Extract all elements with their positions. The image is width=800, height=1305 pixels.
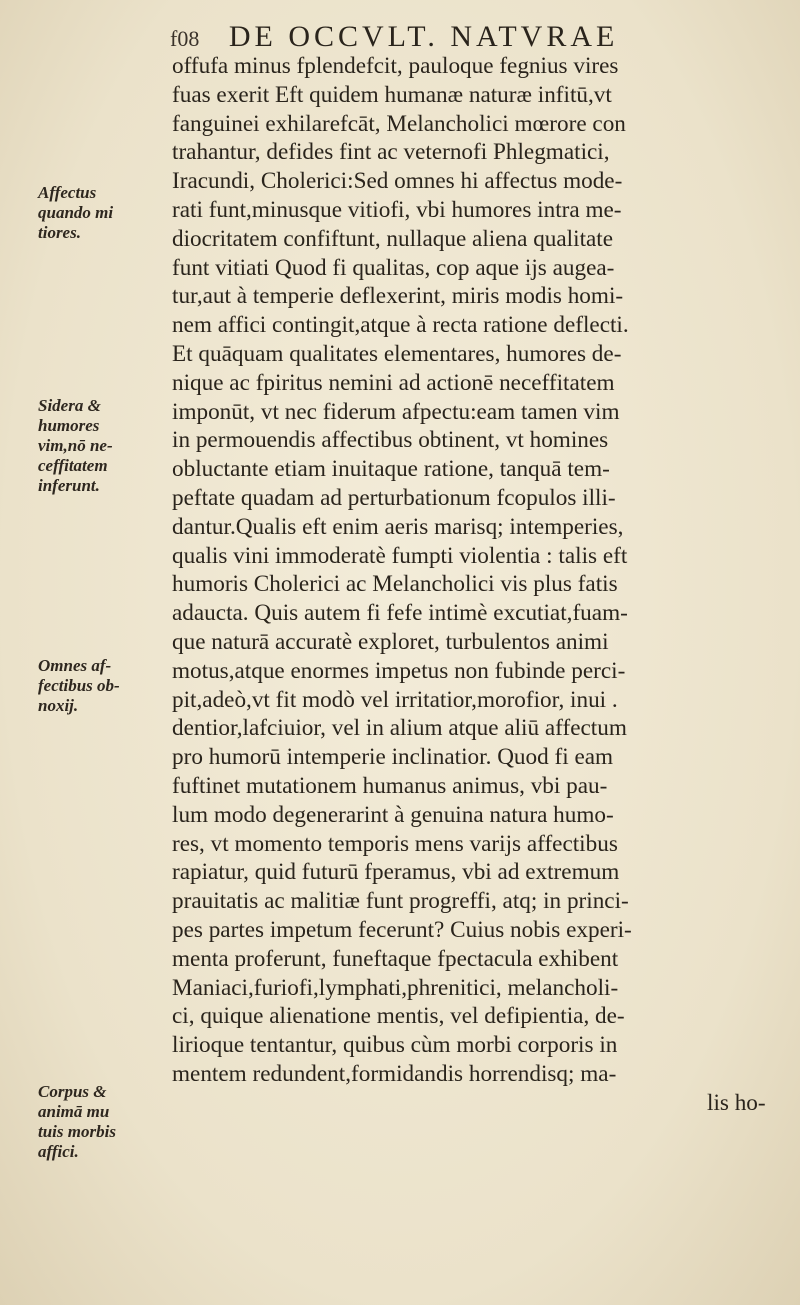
text-line: diocritatem confiftunt, nullaque aliena qualitate (172, 225, 614, 252)
margin-note-sidera (38, 396, 168, 496)
margin-note-line: Sidera & (38, 396, 101, 415)
text-line: obluctante etiam inuitaque ratione, tanquā tem- (172, 456, 610, 483)
margin-note-line: Affectus (38, 183, 97, 202)
margin-note-line: ceffitatem (38, 456, 108, 475)
text-line: que naturā accuratè exploret, turbulentos animi (172, 628, 609, 655)
text-line: rapiatur, quid futurū fperamus, vbi ad extremum (172, 859, 620, 886)
text-line: prauitatis ac malitiæ funt progreffi, atq; in princi- (172, 888, 629, 915)
text-line: fanguinei exhilarefcāt, Melancholici mœrore con (172, 110, 626, 137)
running-title: DE OCCVLT. NATVRAE (228, 20, 619, 53)
text-line: funt vitiati Quod fi qualitas, cop aque ijs augea- (172, 254, 615, 281)
text-line: tur,aut à temperie deflexerint, miris modis homi- (172, 283, 624, 310)
text-line: offufa minus fplendefcit, pauloque fegnius vires (172, 53, 619, 79)
main-text-block (172, 52, 792, 1117)
margin-note-line: tiores. (38, 223, 81, 242)
text-line: adaucta. Quis autem fi fefe intimè excutiat,fuam- (172, 600, 628, 627)
text-line: motus,atque enormes impetus non fubinde perci- (172, 657, 626, 684)
margin-note-line: vim,nō ne- (38, 436, 113, 455)
text-line: lirioque tentantur, quibus cùm morbi corporis in (172, 1032, 618, 1059)
margin-note-affectus (38, 183, 168, 243)
text-line: res, vt momento temporis mens varijs affectibus (172, 830, 618, 857)
text-line: qualis vini immoderatè fumpti violentia : talis eft (172, 542, 628, 569)
text-line: fuftinet mutationem humanus animus, vbi pau- (172, 772, 608, 799)
margin-note-line: fectibus ob- (38, 676, 120, 695)
margin-note-line: tuis morbis (38, 1122, 116, 1141)
text-line: pes partes impetum fecerunt? Cuius nobis experi- (172, 916, 632, 943)
margin-note-omnes (38, 656, 168, 716)
margin-note-line: Corpus & (38, 1082, 107, 1101)
text-line: menta proferunt, funeftaque fpectacula exhibent (172, 945, 619, 972)
text-line: nique ac fpiritus nemini ad actionē neceffitatem (172, 369, 615, 396)
margin-note-line: Omnes af- (38, 656, 112, 675)
text-line: in permouendis affectibus obtinent, vt homines (172, 427, 609, 454)
margin-note-line: animā mu (38, 1102, 110, 1121)
text-line: pro humorū intemperie inclinatior. Quod fi eam (172, 744, 614, 771)
text-line: trahantur, defides fint ac veternofi Phlegmatici, (172, 139, 610, 166)
margin-note-line: inferunt. (38, 476, 100, 495)
text-line: fuas exerit Eft quidem humanæ naturæ infitū,vt (172, 81, 612, 108)
text-line: ci, quique alienatione mentis, vel defipientia, de- (172, 1003, 625, 1030)
text-line: Iracundi, Cholerici:Sed omnes hi affectus mode- (172, 168, 623, 195)
page-number: f08 (170, 26, 200, 51)
text-line: imponūt, vt nec fiderum afpectu:eam tamen vim (172, 398, 620, 425)
text-line: peftate quadam ad perturbationum fcopulos illi- (172, 484, 616, 511)
text-line: Maniaci,furiofi,lymphati,phrenitici, melancholi- (172, 974, 619, 1001)
text-line: humoris Cholerici ac Melancholici vis plus fatis (172, 571, 618, 598)
text-line: pit,adeò,vt fit modò vel irritatior,morofior, inui . (172, 686, 618, 713)
text-line: rati funt,minusque vitiofi, vbi humores intra me- (172, 196, 622, 223)
margin-note-line: humores (38, 416, 100, 435)
catchword: lis ho- (707, 1089, 766, 1116)
text-line: Et quāquam qualitates elementares, humores de- (172, 340, 622, 367)
text-line: dentior,lafciuior, vel in alium atque aliū affectum (172, 715, 627, 742)
margin-note-line: noxij. (38, 696, 79, 715)
text-line: nem affici contingit,atque à recta ratione deflecti. (172, 312, 629, 339)
text-line: mentem redundent,formidandis horrendisq; ma- (172, 1060, 617, 1087)
text-line: dantur.Qualis eft enim aeris marisq; intemperies, (172, 513, 624, 540)
margin-note-corpus (38, 1082, 168, 1162)
margin-note-line: affici. (38, 1142, 79, 1161)
text-line: lum modo degenerarint à genuina natura humo- (172, 801, 614, 828)
margin-note-line: quando mi (38, 203, 114, 222)
